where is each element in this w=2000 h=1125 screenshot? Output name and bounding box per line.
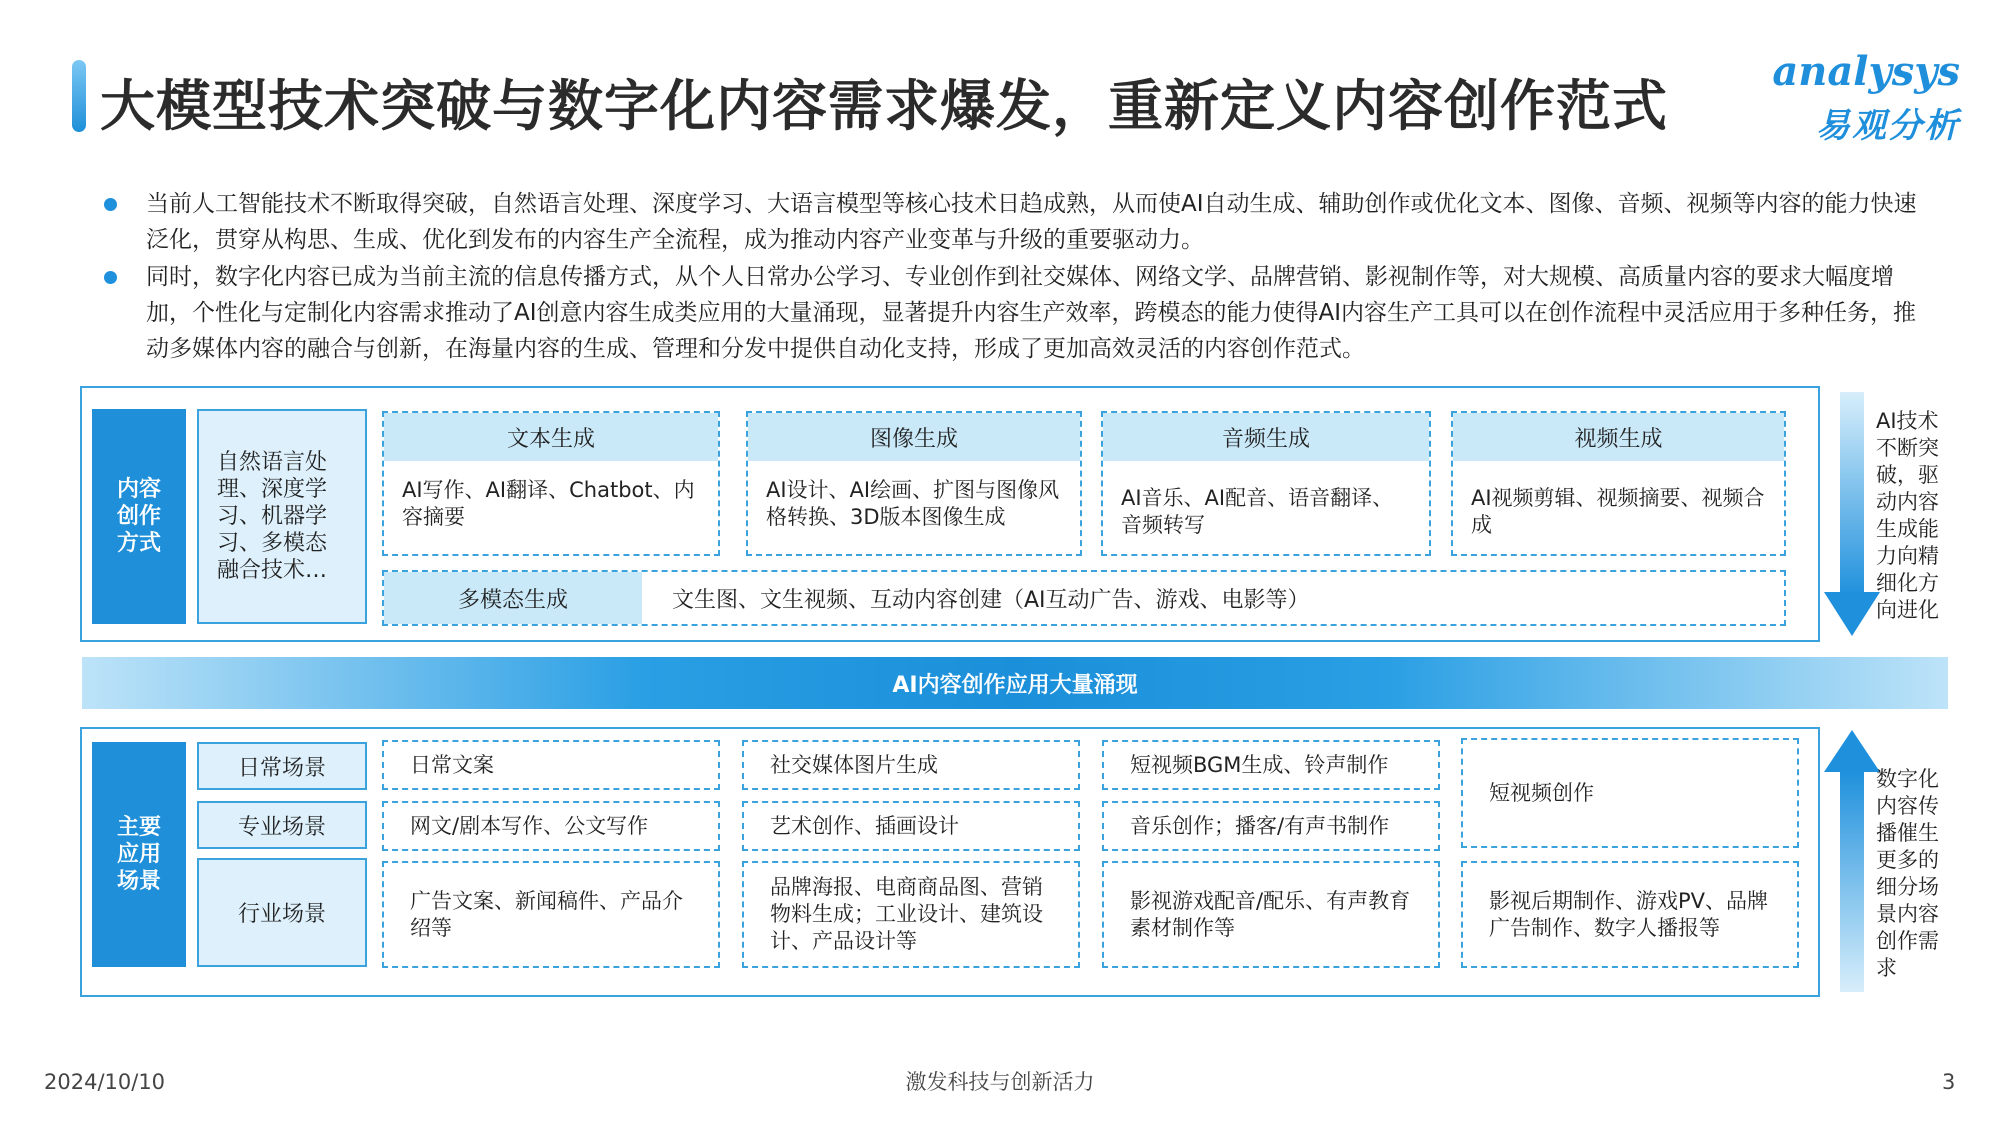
cell-video-short: 短视频创作 <box>1461 738 1799 848</box>
multimodal-text: 文生图、文生视频、互动内容创建（AI互动广告、游戏、电影等） <box>672 587 1310 613</box>
cell-daily-audio: 短视频BGM生成、铃声制作 <box>1102 740 1440 790</box>
tech-evolution-note: AI技术不断突破，驱动内容生成能力向精细化方向进化 <box>1876 409 1939 622</box>
scene-professional-label: 专业场景 <box>197 801 367 849</box>
bullet-dot-icon <box>104 271 117 284</box>
card-title: 音频生成 <box>1103 413 1429 461</box>
card-body: AI视频剪辑、视频摘要、视频合成 <box>1471 486 1765 537</box>
card-audio-gen <box>1101 411 1431 556</box>
page-number: 3 <box>1942 1070 1956 1094</box>
card-body: AI写作、AI翻译、Chatbot、内容摘要 <box>402 478 695 529</box>
bullet-item <box>100 186 1930 258</box>
card-title: 文本生成 <box>384 413 718 461</box>
cell-industry-audio: 影视游戏配音/配乐、有声教育素材制作等 <box>1102 861 1440 968</box>
cell-industry-text: 广告文案、新闻稿件、产品介绍等 <box>382 861 720 968</box>
cell-daily-image: 社交媒体图片生成 <box>742 740 1080 790</box>
footer-slogan: 激发科技与创新活力 <box>905 1070 1095 1094</box>
card-image-gen <box>746 411 1082 556</box>
logo-chinese: 易观分析 <box>1816 106 1960 146</box>
core-tech-text: 自然语言处理、深度学习、机器学习、多模态融合技术… <box>217 450 328 583</box>
cell-professional-audio: 音乐创作；播客/有声书制作 <box>1102 801 1440 851</box>
bullet-item <box>100 259 1930 367</box>
creation-methods-label: 内容 创作 方式 <box>92 409 186 624</box>
card-title: 视频生成 <box>1453 413 1784 461</box>
title-accent-bar <box>72 60 86 132</box>
demand-growth-note: 数字化内容传播催生更多的细分场景内容创作需求 <box>1876 767 1939 980</box>
core-tech-box <box>197 409 367 624</box>
arrow-down-icon <box>1822 392 1882 638</box>
card-video-gen <box>1451 411 1786 556</box>
cell-video-industry: 影视后期制作、游戏PV、品牌广告制作、数字人播报等 <box>1461 861 1799 968</box>
application-scenes-label: 主要 应用 场景 <box>92 742 186 967</box>
card-text-gen <box>382 411 720 556</box>
footer-date: 2024/10/10 <box>44 1070 166 1094</box>
intro-bullets <box>100 186 1930 368</box>
card-body: AI设计、AI绘画、扩图与图像风格转换、3D版本图像生成 <box>766 478 1060 529</box>
scene-industry-label: 行业场景 <box>197 858 367 967</box>
cell-daily-text: 日常文案 <box>382 740 720 790</box>
logo-wordmark: analysys <box>1772 48 1960 95</box>
cell-industry-image: 品牌海报、电商商品图、营销物料生成；工业设计、建筑设计、产品设计等 <box>742 861 1080 968</box>
ai-content-banner: AI内容创作应用大量涌现 <box>82 657 1948 709</box>
bullet-text: 同时，数字化内容已成为当前主流的信息传播方式，从个人日常办公学习、专业创作到社交媒体、网络文学、品牌营销、影视制作等，对大规模、高质量内容的要求大幅度增加，个性化与定制化内容需求推动了AI创意内容生成类应用的大量涌现，显著提升内容生产效率，跨模态的能力使得AI内容生产工具可以在创作流程中灵活应用于多种任务，推动多媒体内容的融合与创新，在海量内容的生成、管理和分发中提供自动化支持，形成了更加高效灵活的内容创作范式。 <box>146 264 1917 362</box>
card-body: AI音乐、AI配音、语音翻译、音频转写 <box>1121 486 1394 537</box>
multimodal-label: 多模态生成 <box>384 572 642 624</box>
multimodal-row <box>382 570 1786 626</box>
bullet-dot-icon <box>104 198 117 211</box>
page-title: 大模型技术突破与数字化内容需求爆发，重新定义内容创作范式 <box>100 74 1669 138</box>
scene-daily-label: 日常场景 <box>197 742 367 790</box>
cell-professional-image: 艺术创作、插画设计 <box>742 801 1080 851</box>
arrow-up-icon <box>1822 730 1882 992</box>
bullet-text: 当前人工智能技术不断取得突破，自然语言处理、深度学习、大语言模型等核心技术日趋成熟，从而使AI自动生成、辅助创作或优化文本、图像、音频、视频等内容的能力快速泛化，贯穿从构思、生成、优化到发布的内容生产全流程，成为推动内容产业变革与升级的重要驱动力。 <box>146 191 1917 253</box>
cell-professional-text: 网文/剧本写作、公文写作 <box>382 801 720 851</box>
card-title: 图像生成 <box>748 413 1080 461</box>
analysys-logo <box>1760 48 1960 148</box>
